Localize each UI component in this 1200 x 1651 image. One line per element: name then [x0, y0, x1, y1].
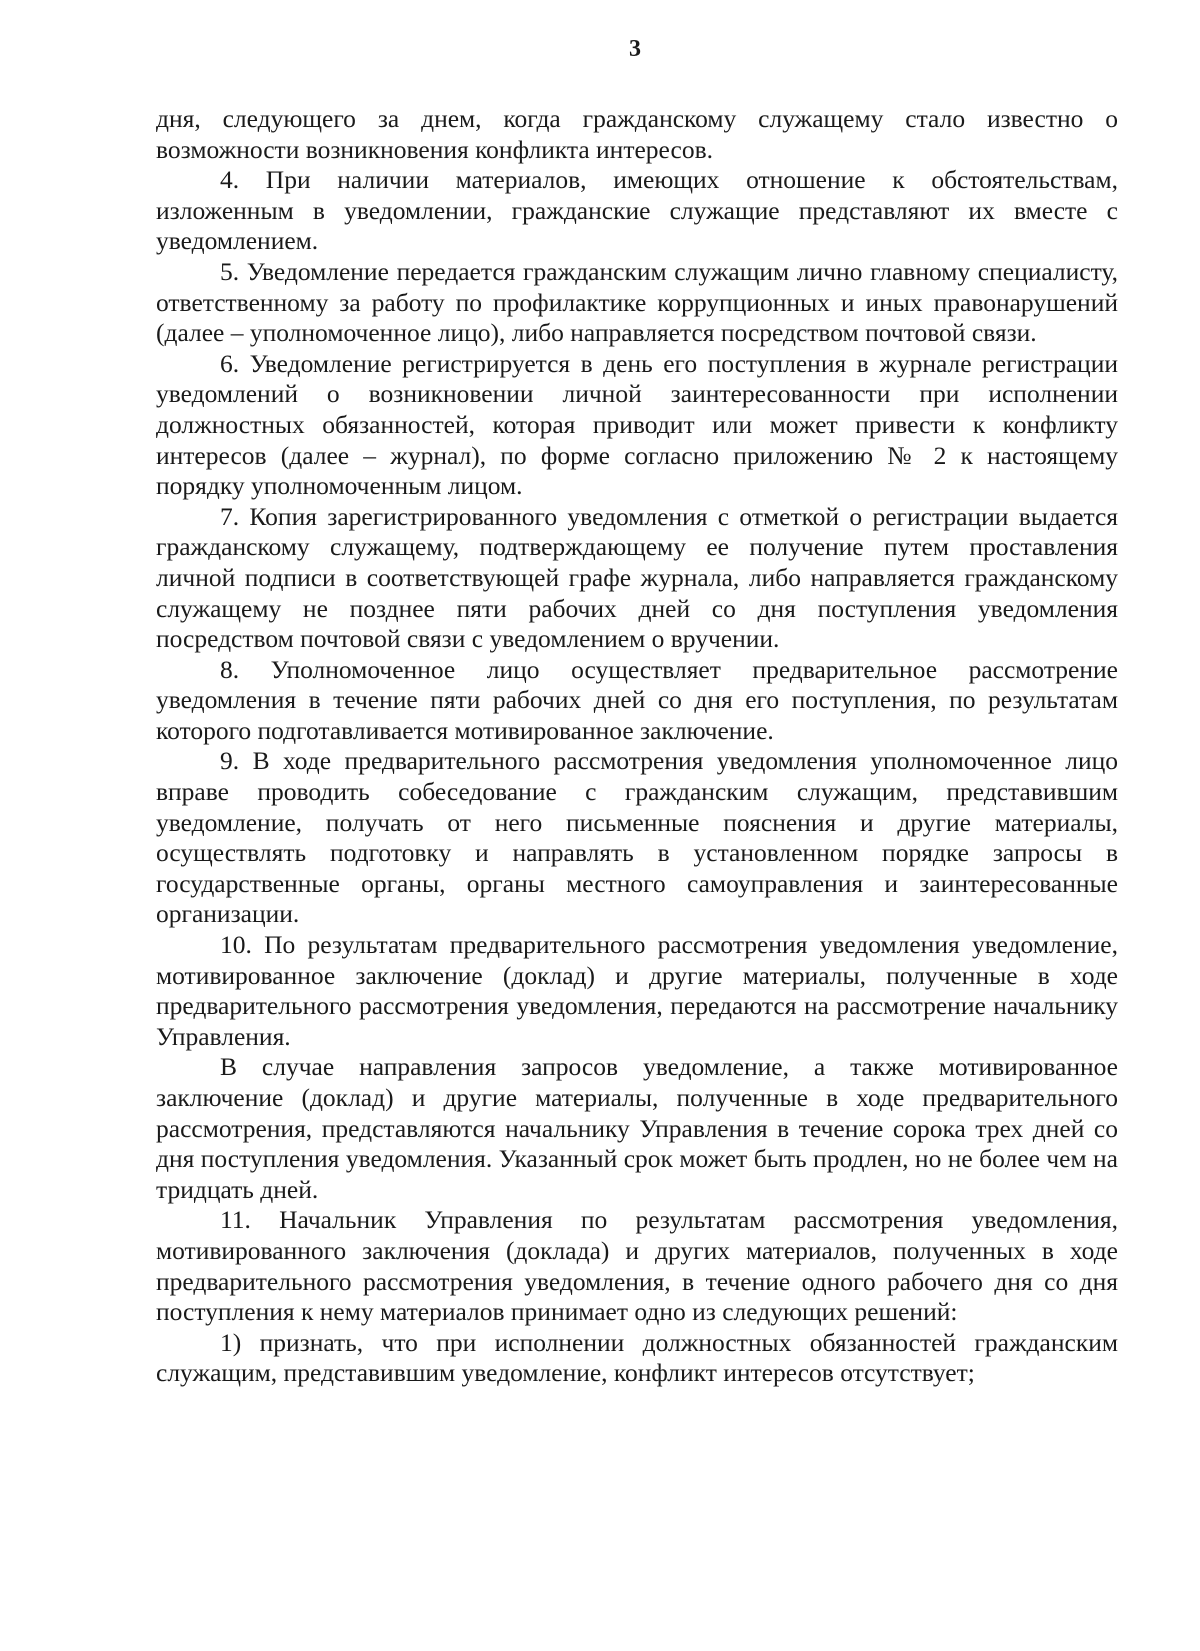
paragraph-6: 6. Уведомление регистрируется в день его поступления в журнале регистрации уведомлений о возникновении личной заинтересованности при исполнении должностных обязанностей, которая приводит или может привести к конфликту интересов (далее – журнал), по форме согласно приложению № 2 к настоящему порядку уполномоченным лицом. [156, 348, 1118, 501]
paragraph-11: 11. Начальник Управления по результатам рассмотрения уведомления, мотивированного заключения (доклада) и других материалов, полученных в ходе предварительного рассмотрения уведомления, в течение одного рабочего дня со дня поступления к нему материалов принимает одно из следующих решений: [156, 1205, 1118, 1327]
paragraph-11-item-1: 1) признать, что при исполнении должностных обязанностей гражданским служащим, представившим уведомление, конфликт интересов отсутствует; [156, 1327, 1118, 1388]
paragraph-5: 5. Уведомление передается гражданским служащим лично главному специалисту, ответственному за работу по профилактике коррупционных и иных правонарушений (далее – уполномоченное лицо), либо направляется посредством почтовой связи. [156, 256, 1118, 348]
paragraph-8: 8. Уполномоченное лицо осуществляет предварительное рассмотрение уведомления в течение пяти рабочих дней со дня его поступления, по результатам которого подготавливается мотивированное заключение. [156, 654, 1118, 745]
paragraph-4: 4. При наличии материалов, имеющих отношение к обстоятельствам, изложенным в уведомлении, гражданские служащие представляют их вместе с уведомлением. [156, 165, 1118, 256]
paragraph-7: 7. Копия зарегистрированного уведомления с отметкой о регистрации выдается гражданскому служащему, подтверждающему ее получение путем проставления личной подписи в соответствующей графе журнала, либо направляется гражданскому служащему не позднее пяти рабочих дней со дня поступления уведомления посредством почтовой связи с уведомлением о вручении. [156, 501, 1118, 654]
paragraph-10-extension: В случае направления запросов уведомление, а также мотивированное заключение (доклад) и другие материалы, полученные в ходе предварительного рассмотрения, представляются начальнику Управления в течение сорока трех дней со дня поступления уведомления. Указанный срок может быть продлен, но не более чем на тридцать дней. [156, 1052, 1118, 1204]
page-number: 3 [629, 36, 641, 62]
paragraph-10: 10. По результатам предварительного рассмотрения уведомления уведомление, мотивированное заключение (доклад) и другие материалы, полученные в ходе предварительного рассмотрения уведомления, передаются на рассмотрение начальнику Управления. [156, 930, 1118, 1051]
paragraph-9: 9. В ходе предварительного рассмотрения уведомления уполномоченное лицо вправе проводить собеседование с гражданским служащим, представившим уведомление, получать от него письменные пояснения и другие материалы, осуществлять подготовку и направлять в установленном порядке запросы в государственные органы, органы местного самоуправления и заинтересованные организации. [156, 746, 1118, 929]
paragraph-continuation: дня, следующего за днем, когда гражданскому служащему стало известно о возможности возникновения конфликта интересов. [156, 104, 1118, 164]
document-body [156, 104, 1118, 1389]
